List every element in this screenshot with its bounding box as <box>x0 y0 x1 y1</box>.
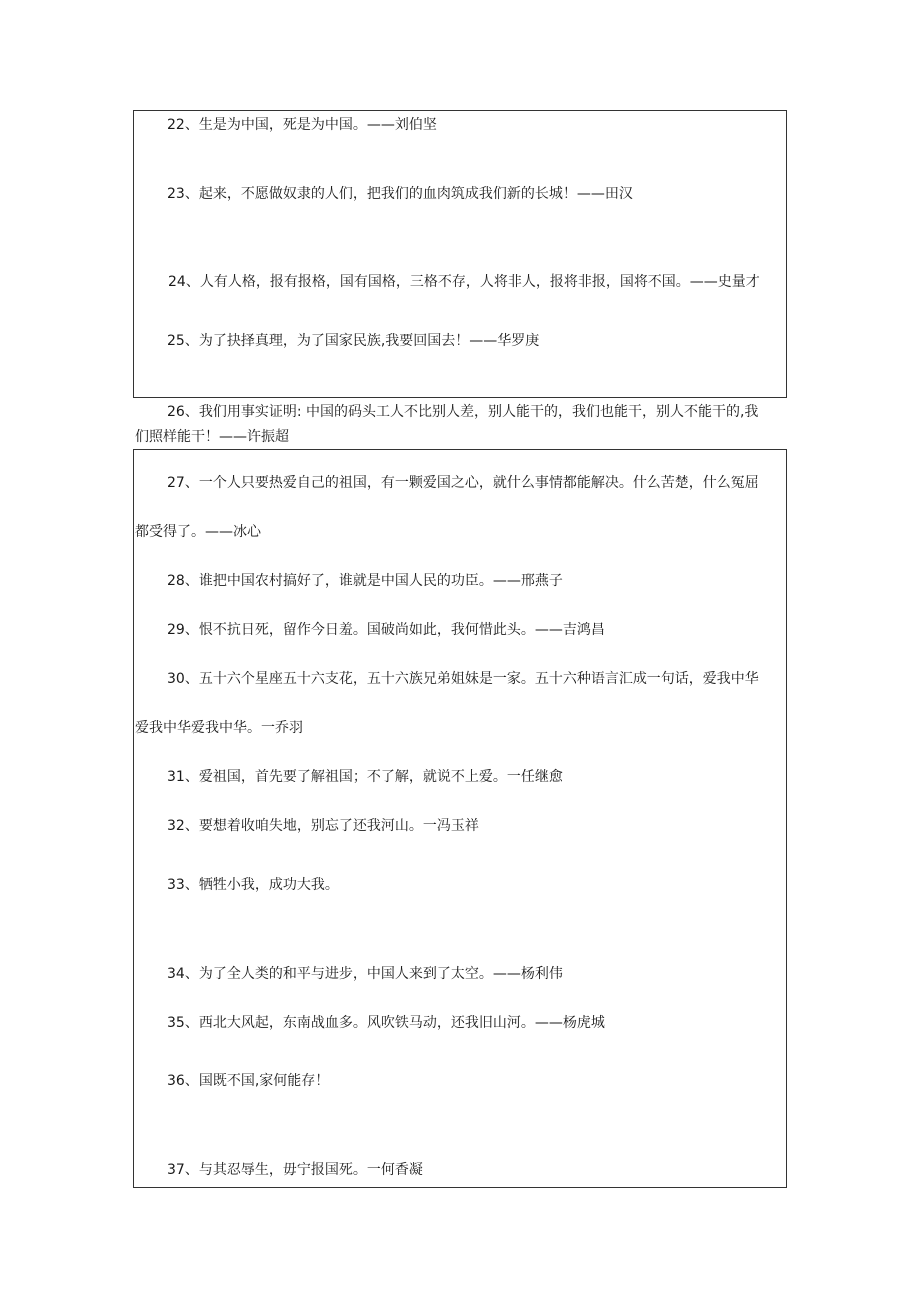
quote-34: 34、为了全人类的和平与进步，中国人来到了太空。——杨利伟 <box>167 966 563 982</box>
quote-26: 26、我们用事实证明: 中国的码头工人不比别人差，别人能干的，我们也能干，别人不能干的,我 <box>167 404 759 420</box>
quote-27-continued: 都受得了。——冰心 <box>135 524 261 540</box>
quote-27: 27、一个人只要热爱自己的祖国，有一颗爱国之心，就什么事情都能解决。什么苦楚，什么冤屈 <box>167 475 759 491</box>
quote-28: 28、谁把中国农村搞好了，谁就是中国人民的功臣。——邢燕子 <box>167 573 563 589</box>
quote-30-continued: 爱我中华爱我中华。一乔羽 <box>135 720 303 736</box>
quote-30: 30、五十六个星座五十六支花，五十六族兄弟姐妹是一家。五十六种语言汇成一句话，爱我中华 <box>167 671 759 687</box>
quote-24: 24、人有人格，报有报格，国有国格，三格不存，人将非人，报将非报，国将不国。——史量才 <box>168 274 760 290</box>
quote-37: 37、与其忍辱生，毋宁报国死。一何香凝 <box>167 1162 423 1178</box>
quote-25: 25、为了抉择真理，为了国家民族,我要回国去！——华罗庚 <box>167 333 540 349</box>
quote-22: 22、生是为中国，死是为中国。——刘伯坚 <box>167 117 437 133</box>
quote-36: 36、国既不国,家何能存！ <box>167 1073 330 1089</box>
quote-box-top <box>133 110 787 398</box>
quote-33: 33、牺牲小我，成功大我。 <box>167 877 339 893</box>
quote-35: 35、西北大风起，东南战血多。风吹铁马动，还我旧山河。——杨虎城 <box>167 1015 605 1031</box>
quote-32: 32、要想着收咱失地，别忘了还我河山。一冯玉祥 <box>167 818 479 834</box>
quote-31: 31、爱祖国，首先要了解祖国；不了解，就说不上爱。一任继愈 <box>167 769 563 785</box>
quote-29: 29、恨不抗日死，留作今日羞。国破尚如此，我何惜此头。——吉鸿昌 <box>167 622 605 638</box>
quote-23: 23、起来，不愿做奴隶的人们，把我们的血肉筑成我们新的长城！——田汉 <box>167 186 633 202</box>
quote-26-continued: 们照样能干！——许振超 <box>135 429 289 445</box>
